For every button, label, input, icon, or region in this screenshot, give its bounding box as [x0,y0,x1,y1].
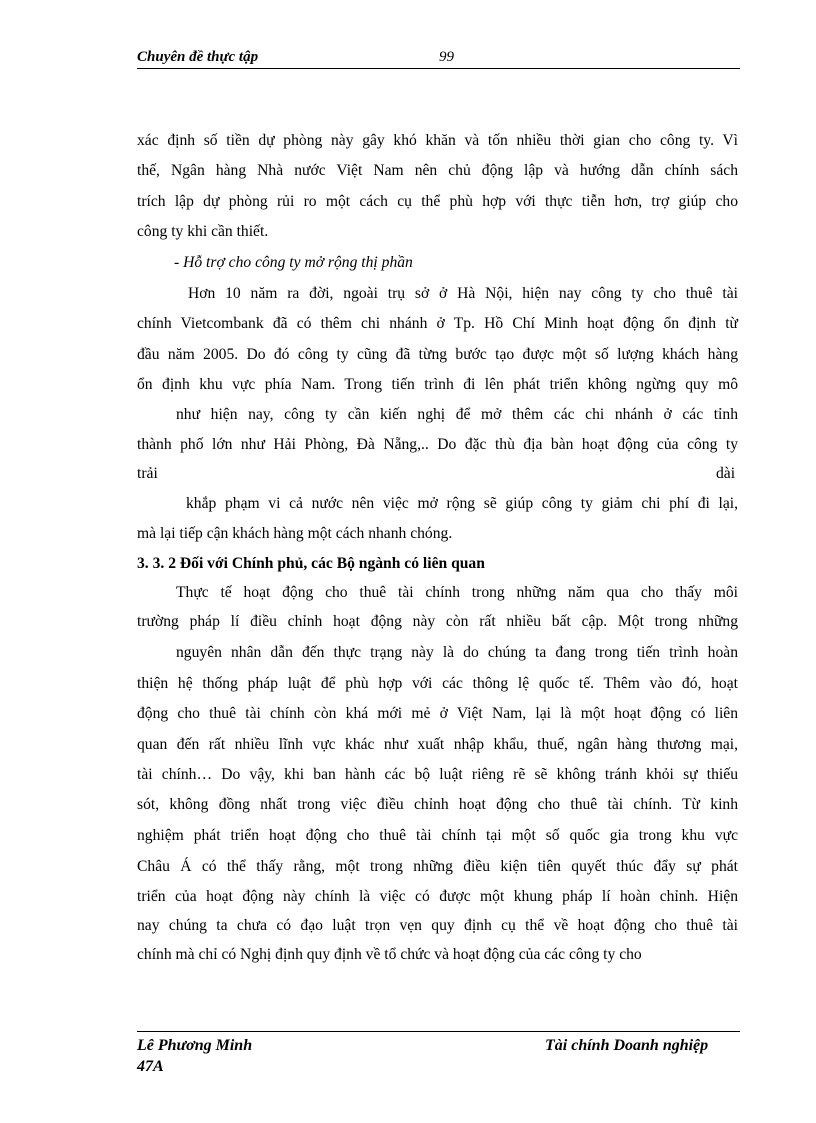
footer-class: 47A [137,1058,164,1075]
subheading: - Hỗ trợ cho công ty mở rộng thị phần [174,254,413,271]
text-line: nay chúng ta chưa có đạo luật trọn vẹn quy định cụ thể về hoạt động cho thuê tài [137,917,738,934]
text-line: thiện hệ thống pháp luật để phù hợp với các thông lệ quốc tế. Thêm vào đó, hoạt [137,675,738,692]
text-line: Thực tế hoạt động cho thuê tài chính trong những năm qua cho thấy môi [176,584,738,601]
text-line: nguyên nhân dẫn đến thực trạng này là do chúng ta đang trong tiến trình hoàn [176,644,738,661]
text-line: thế, Ngân hàng Nhà nước Việt Nam nên chủ động lập và hướng dẫn chính sách [137,162,738,179]
footer-department: Tài chính Doanh nghiệp [545,1037,709,1054]
header-title: Chuyên đề thực tập [137,49,259,65]
text-line: Hơn 10 năm ra đời, ngoài trụ sở ở Hà Nội, hiện nay công ty cho thuê tài [188,285,738,302]
text-line: tài chính… Do vậy, khi ban hành các bộ luật riêng rẽ sẽ không tránh khỏi sự thiếu [137,766,738,783]
text-line: trải [137,465,158,482]
text-line: sót, không đồng nhất trong việc điều chỉnh hoạt động cho thuê tài chính. Từ kinh [137,796,738,813]
text-line: thành phố lớn như Hải Phòng, Đà Nẵng,.. Do đặc thù địa bàn hoạt động của công ty [137,436,738,453]
text-line: chính mà chỉ có Nghị định quy định về tổ chức và hoạt động của các công ty cho [137,946,642,963]
footer-author: Lê Phương Minh [137,1037,253,1054]
text-line: chính Vietcombank đã có thêm chi nhánh ở Tp. Hồ Chí Minh hoạt động ổn định từ [137,315,738,332]
section-heading: 3. 3. 2 Đối với Chính phủ, các Bộ ngành có liên quan [137,555,485,572]
text-line: khắp phạm vi cả nước nên việc mở rộng sẽ giúp công ty giảm chi phí đi lại, [186,495,738,512]
text-line: mà lại tiếp cận khách hàng một cách nhanh chóng. [137,525,453,542]
page-header [137,48,740,69]
footer-rule [137,1031,740,1032]
text-line: trích lập dự phòng rủi ro một cách cụ thể phù hợp với thực tiễn hơn, trợ giúp cho [137,193,738,210]
text-line: xác định số tiền dự phòng này gây khó khăn và tốn nhiều thời gian cho công ty. Vì [137,132,738,149]
text-line: công ty khi cần thiết. [137,223,269,240]
text-line: trường pháp lí điều chỉnh hoạt động này còn rất nhiều bất cập. Một trong những [137,613,738,630]
text-line: đầu năm 2005. Do đó công ty cũng đã từng bước tạo được một số lượng khách hàng [137,346,738,363]
text-line: quan đến rất nhiều lĩnh vực khác như xuất nhập khẩu, thuế, ngân hàng thương mại, [137,736,738,753]
text-line: Châu Á có thể thấy rằng, một trong những điều kiện tiên quyết thúc đẩy sự phát [137,858,738,875]
text-line: động cho thuê tài chính còn khá mới mẻ ở Việt Nam, lại là một hoạt động có liên [137,705,738,722]
text-line: triển của hoạt động này chính là việc có được một khung pháp lí hoàn chỉnh. Hiện [137,888,738,905]
text-line: ổn định khu vực phía Nam. Trong tiến trình đi lên phát triển không ngừng quy mô [137,376,738,393]
text-line: dài [716,465,736,482]
text-line: nghiệm phát triển hoạt động cho thuê tài chính tại một số quốc gia trong khu vực [137,827,738,844]
text-line: như hiện nay, công ty cần kiến nghị để mở thêm các chi nhánh ở các tỉnh [176,406,738,423]
page-number: 99 [439,49,454,65]
